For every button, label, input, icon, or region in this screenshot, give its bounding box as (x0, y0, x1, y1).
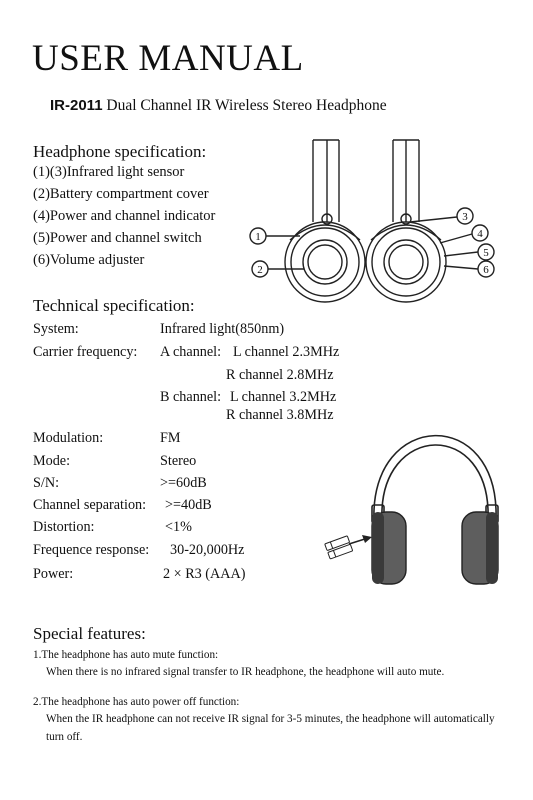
modulation-label: Modulation: (33, 430, 104, 446)
channel-separation-label: Channel separation: (33, 497, 147, 513)
feature-2-title: 2.The headphone has auto power off function: (33, 696, 240, 708)
carrier-b-left: L channel 3.2MHz (230, 389, 337, 405)
spec-item-5: (6)Volume adjuster (33, 252, 145, 268)
product-name: Dual Channel IR Wireless Stereo Headphone (106, 97, 387, 114)
callout-1: 1 (255, 231, 261, 243)
feature-1-title: 1.The headphone has auto mute function: (33, 649, 219, 661)
system-value: Infrared light(850nm) (160, 321, 285, 337)
distortion-value: <1% (165, 519, 192, 535)
callout-2: 2 (257, 264, 263, 276)
feature-1-desc: When there is no infrared signal transfer to IR headphone, the headphone will auto mute. (46, 666, 445, 678)
spec-item-3: (4)Power and channel indicator (33, 208, 216, 224)
feature-2-desc-line2: turn off. (46, 731, 83, 743)
model-number: IR-2011 (50, 97, 103, 114)
spec-item-1: (1)(3)Infrared light sensor (33, 164, 185, 180)
carrier-label: Carrier frequency: (33, 344, 138, 360)
power-label: Power: (33, 566, 74, 582)
frequence-response-value: 30-20,000Hz (170, 542, 245, 558)
sn-value: >=60dB (160, 475, 207, 491)
sn-label: S/N: (33, 475, 60, 491)
carrier-a-left: L channel 2.3MHz (233, 344, 340, 360)
frequence-response-label: Frequence response: (33, 542, 150, 558)
carrier-a-channel: A channel: (160, 344, 222, 360)
spec-item-4: (5)Power and channel switch (33, 230, 202, 246)
power-value: 2 × R3 (AAA) (163, 566, 246, 582)
carrier-b-channel: B channel: (160, 389, 222, 405)
callout-3: 3 (462, 211, 468, 223)
feature-2-desc-line1: When the IR headphone can not receive IR signal for 3-5 minutes, the headphone will automatically (46, 713, 495, 725)
system-label: System: (33, 321, 79, 337)
special-features-heading: Special features: (33, 624, 146, 643)
callout-6: 6 (483, 264, 489, 276)
carrier-b-right: R channel 3.8MHz (226, 407, 334, 423)
mode-value: Stereo (160, 453, 197, 469)
mode-label: Mode: (33, 453, 71, 469)
spec-item-2: (2)Battery compartment cover (33, 186, 209, 202)
technical-spec-heading: Technical specification: (33, 296, 195, 315)
manual-title: USER MANUAL (32, 38, 304, 79)
distortion-label: Distortion: (33, 519, 95, 535)
callout-5: 5 (483, 247, 489, 259)
carrier-a-right: R channel 2.8MHz (226, 367, 334, 383)
headphone-spec-heading: Headphone specification: (33, 142, 207, 161)
callout-4: 4 (477, 228, 483, 240)
channel-separation-value: >=40dB (165, 497, 212, 513)
modulation-value: FM (160, 430, 181, 446)
